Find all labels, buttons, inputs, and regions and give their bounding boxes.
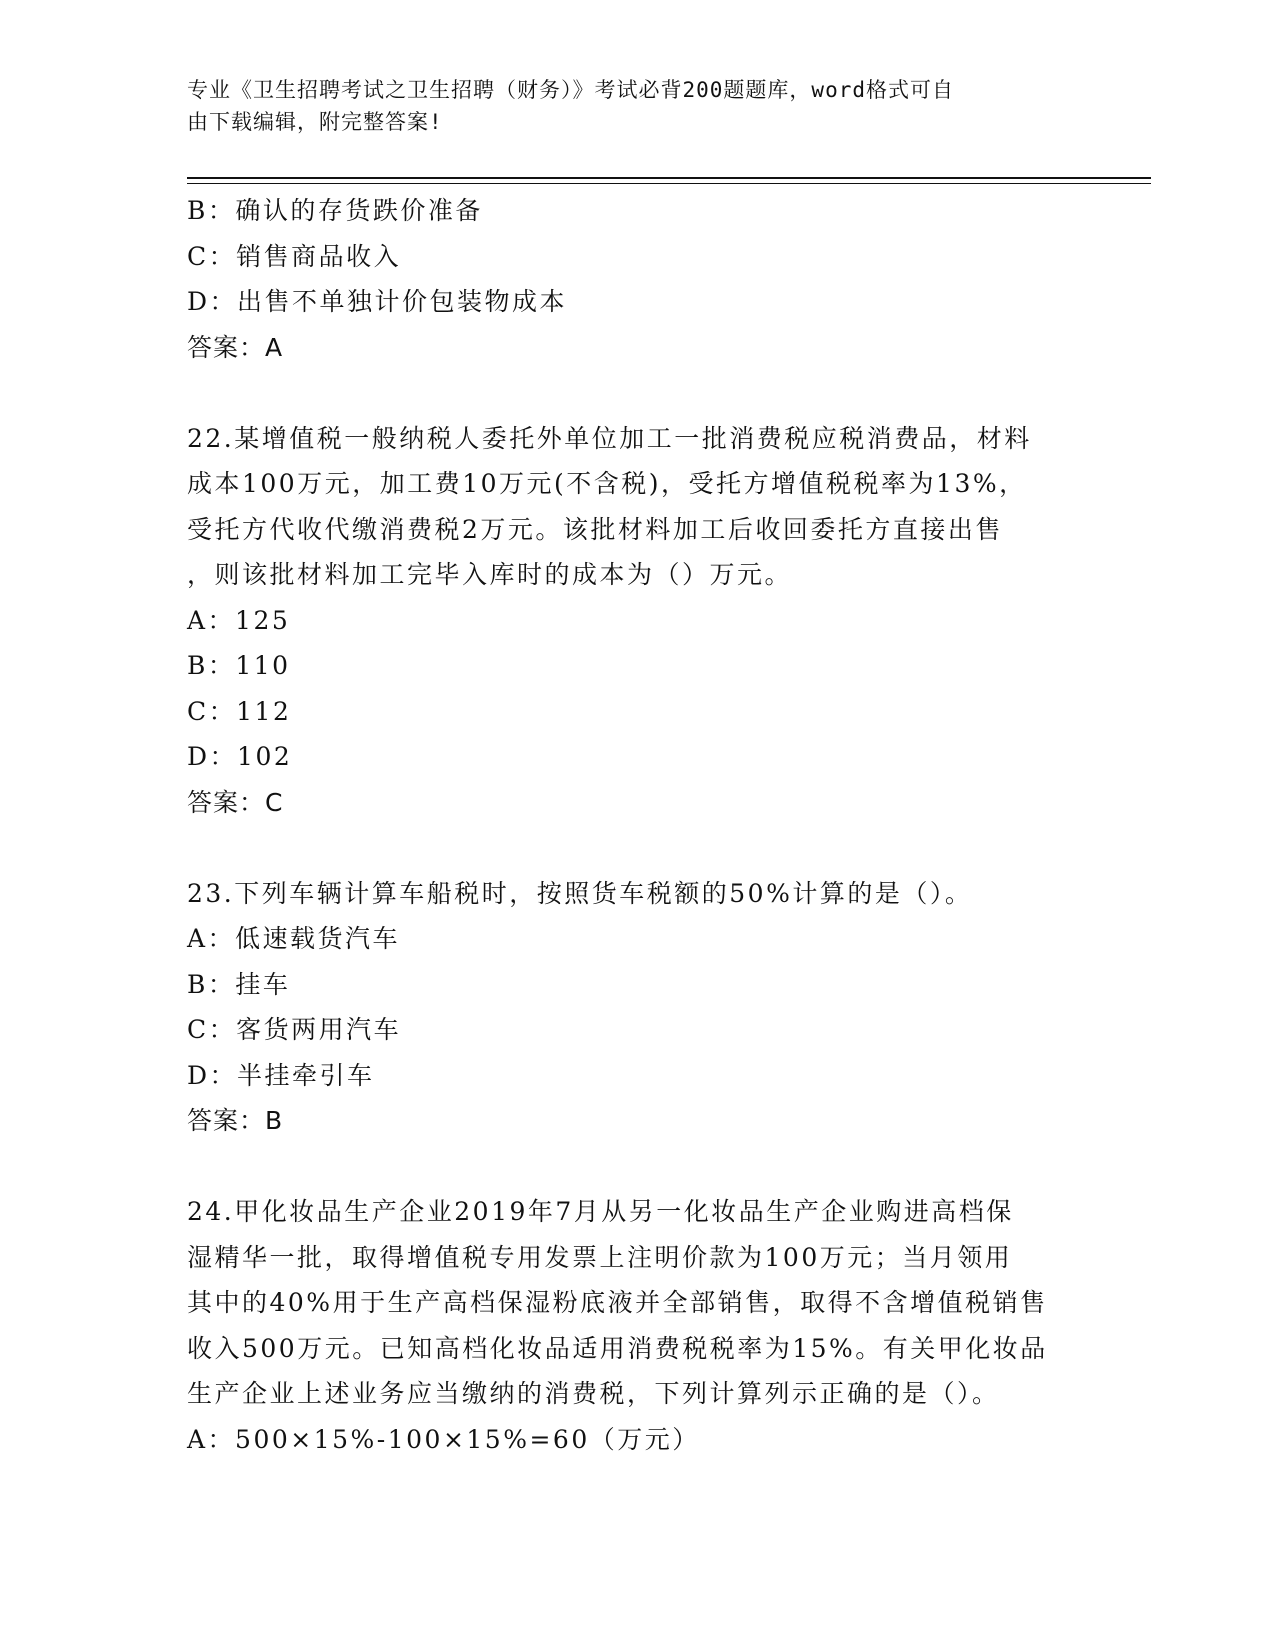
option-d: D：半挂牵引车 <box>187 1060 375 1090</box>
document-header <box>187 74 1067 138</box>
question-text-line: 22.某增值税一般纳税人委托外单位加工一批消费税应税消费品，材料 <box>187 423 1032 453</box>
option-c: C：销售商品收入 <box>187 241 402 271</box>
option-b: B：确认的存货跌价准备 <box>187 196 483 225</box>
question-text-line: 受托方代收代缴消费税2万元。该批材料加工后收回委托方直接出售 <box>187 514 1003 544</box>
option-a: A：125 <box>187 605 291 635</box>
header-divider-thick <box>187 177 1151 179</box>
question-text-line: 收入500万元。已知高档化妆品适用消费税税率为15%。有关甲化妆品 <box>187 1333 1048 1363</box>
question-text-line: 24.甲化妆品生产企业2019年7月从另一化妆品生产企业购进高档保 <box>187 1197 1014 1226</box>
option-c: C：客货两用汽车 <box>187 1015 402 1044</box>
header-divider-thin <box>187 183 1151 184</box>
question-24 <box>187 1189 1087 1462</box>
answer-line: 答案：A <box>187 332 284 362</box>
option-c: C：112 <box>187 696 292 726</box>
question-21 <box>187 188 1087 370</box>
question-text-line: 23.下列车辆计算车船税时，按照货车税额的50%计算的是（）。 <box>187 878 973 908</box>
question-text-line: 其中的40%用于生产高档保湿粉底液并全部销售，取得不含增值税销售 <box>187 1288 1048 1317</box>
answer-line: 答案：B <box>187 1106 284 1135</box>
spacer <box>187 370 1087 416</box>
option-a: A：500×15%-100×15%=60（万元） <box>187 1424 700 1454</box>
answer-line: 答案：C <box>187 787 284 817</box>
option-b: B：110 <box>187 651 291 680</box>
option-a: A：低速载货汽车 <box>187 924 401 953</box>
question-text-line: 成本100万元，加工费10万元(不含税)，受托方增值税税率为13%， <box>187 469 1027 498</box>
option-d: D：102 <box>187 742 293 771</box>
question-text-line: 湿精华一批，取得增值税专用发票上注明价款为100万元；当月领用 <box>187 1242 1013 1272</box>
question-23 <box>187 871 1087 1144</box>
header-line-2: 由下载编辑，附完整答案! <box>187 110 443 134</box>
spacer <box>187 825 1087 871</box>
question-text-line: 生产企业上述业务应当缴纳的消费税，下列计算列示正确的是（）。 <box>187 1379 1000 1408</box>
option-d: D：出售不单独计价包装物成本 <box>187 287 568 316</box>
document-body <box>187 188 1087 1462</box>
header-line-1: 专业《卫生招聘考试之卫生招聘（财务）》考试必背200题题库，word格式可自 <box>187 78 954 102</box>
option-b: B：挂车 <box>187 969 291 999</box>
question-22 <box>187 416 1087 826</box>
question-text-line: ，则该批材料加工完毕入库时的成本为（）万元。 <box>187 560 793 589</box>
spacer <box>187 1144 1087 1190</box>
